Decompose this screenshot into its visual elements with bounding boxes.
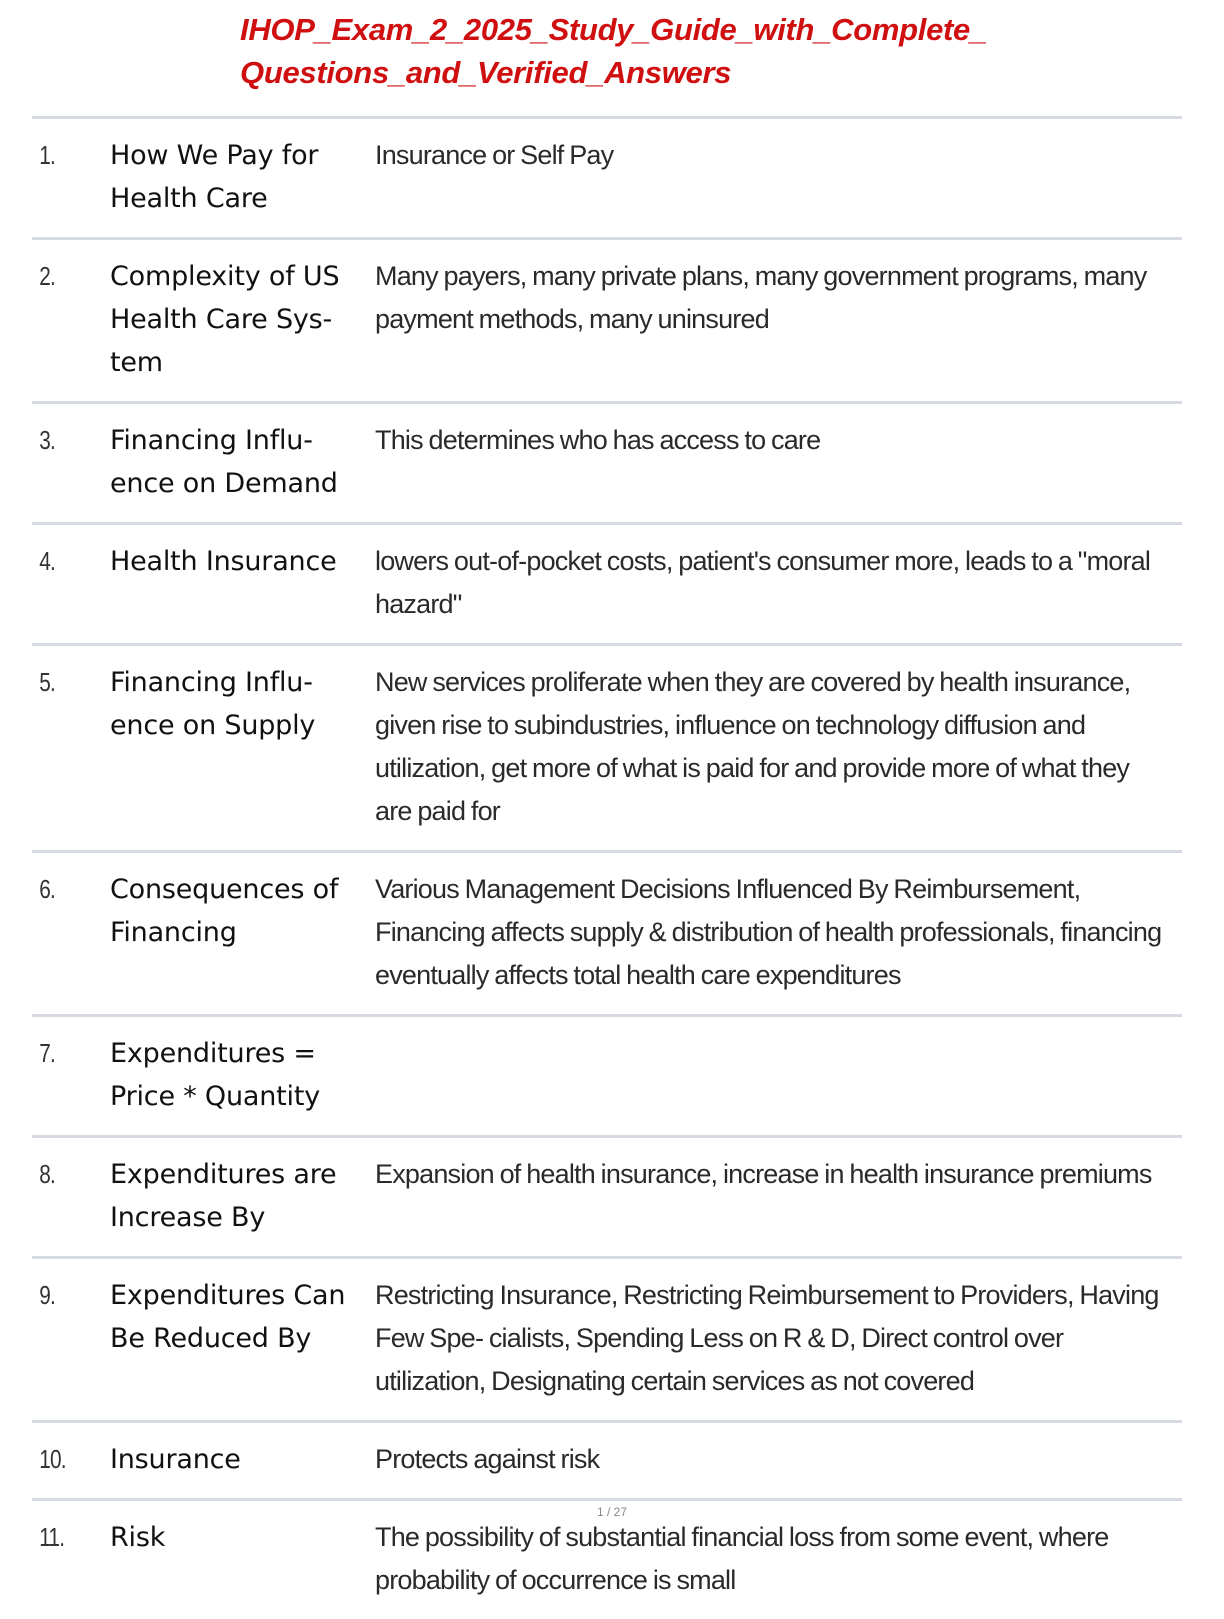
definition: lowers out-of-pocket costs, patient's consumer more, leads to a "moral hazard" <box>375 546 1151 619</box>
row-number: 9. <box>39 1280 55 1310</box>
row-number: 1. <box>39 140 55 170</box>
flashcard-row <box>32 240 1182 404</box>
page-indicator: 1 / 27 <box>596 1505 628 1519</box>
term: Financing Influ- ence on Supply <box>110 667 316 741</box>
term: Insurance <box>110 1444 241 1475</box>
term: Risk <box>110 1522 166 1553</box>
document-title: IHOP_Exam_2_2025_Study_Guide_with_Complete_ Questions_and_Verified_Answers <box>240 12 987 90</box>
definition <box>375 1032 1182 1118</box>
flashcard-row <box>32 404 1182 525</box>
term: Expenditures are Increase By <box>110 1159 337 1233</box>
definition: Insurance or Self Pay <box>375 140 614 170</box>
term: How We Pay for Health Care <box>110 140 319 214</box>
definition: The possibility of substantial financial loss from some event, where probability of occurrence is small <box>375 1522 1109 1595</box>
definition: Restricting Insurance, Restricting Reimbursement to Providers, Having Few Spe- cialists, Spending Less on R & D, Direct control over utilization, Designating certain services as not covered <box>375 1280 1159 1396</box>
flashcard-row <box>32 119 1182 240</box>
row-number: 6. <box>39 874 55 904</box>
flashcard-row <box>32 646 1182 853</box>
flashcard-row <box>32 1259 1182 1423</box>
row-number: 3. <box>39 425 55 455</box>
term: Expenditures = Price * Quantity <box>110 1038 321 1112</box>
definition: New services proliferate when they are covered by health insurance, given rise to subindustries, influence on technology diffusion and utilization, get more of what is paid for and provide more of what they are paid for <box>375 667 1131 826</box>
row-number: 7. <box>39 1038 55 1068</box>
term: Health Insurance <box>110 546 337 577</box>
flashcard-row <box>32 1138 1182 1259</box>
flashcard-list <box>32 116 1182 1619</box>
definition: Various Management Decisions Influenced By Reimbursement, Financing affects supply & distribution of health professionals, financing eventually affects total health care expenditures <box>375 874 1162 990</box>
term: Consequences of Financing <box>110 874 339 948</box>
row-number: 2. <box>39 261 55 291</box>
flashcard-row <box>32 853 1182 1017</box>
row-number: 10. <box>39 1444 66 1474</box>
definition: Protects against risk <box>375 1444 600 1474</box>
definition: Many payers, many private plans, many government programs, many payment methods, many uninsured <box>375 261 1147 334</box>
term: Financing Influ- ence on Demand <box>110 425 338 499</box>
row-number: 11. <box>39 1522 65 1552</box>
row-number: 4. <box>39 546 55 576</box>
row-number: 8. <box>39 1159 55 1189</box>
flashcard-row <box>32 1423 1182 1501</box>
definition: Expansion of health insurance, increase in health insurance premiums <box>375 1159 1152 1189</box>
definition: This determines who has access to care <box>375 425 821 455</box>
term: Expenditures Can Be Reduced By <box>110 1280 346 1354</box>
flashcard-row <box>32 525 1182 646</box>
flashcard-row <box>32 1017 1182 1138</box>
row-number: 5. <box>39 667 55 697</box>
term: Complexity of US Health Care Sys- tem <box>110 261 340 378</box>
